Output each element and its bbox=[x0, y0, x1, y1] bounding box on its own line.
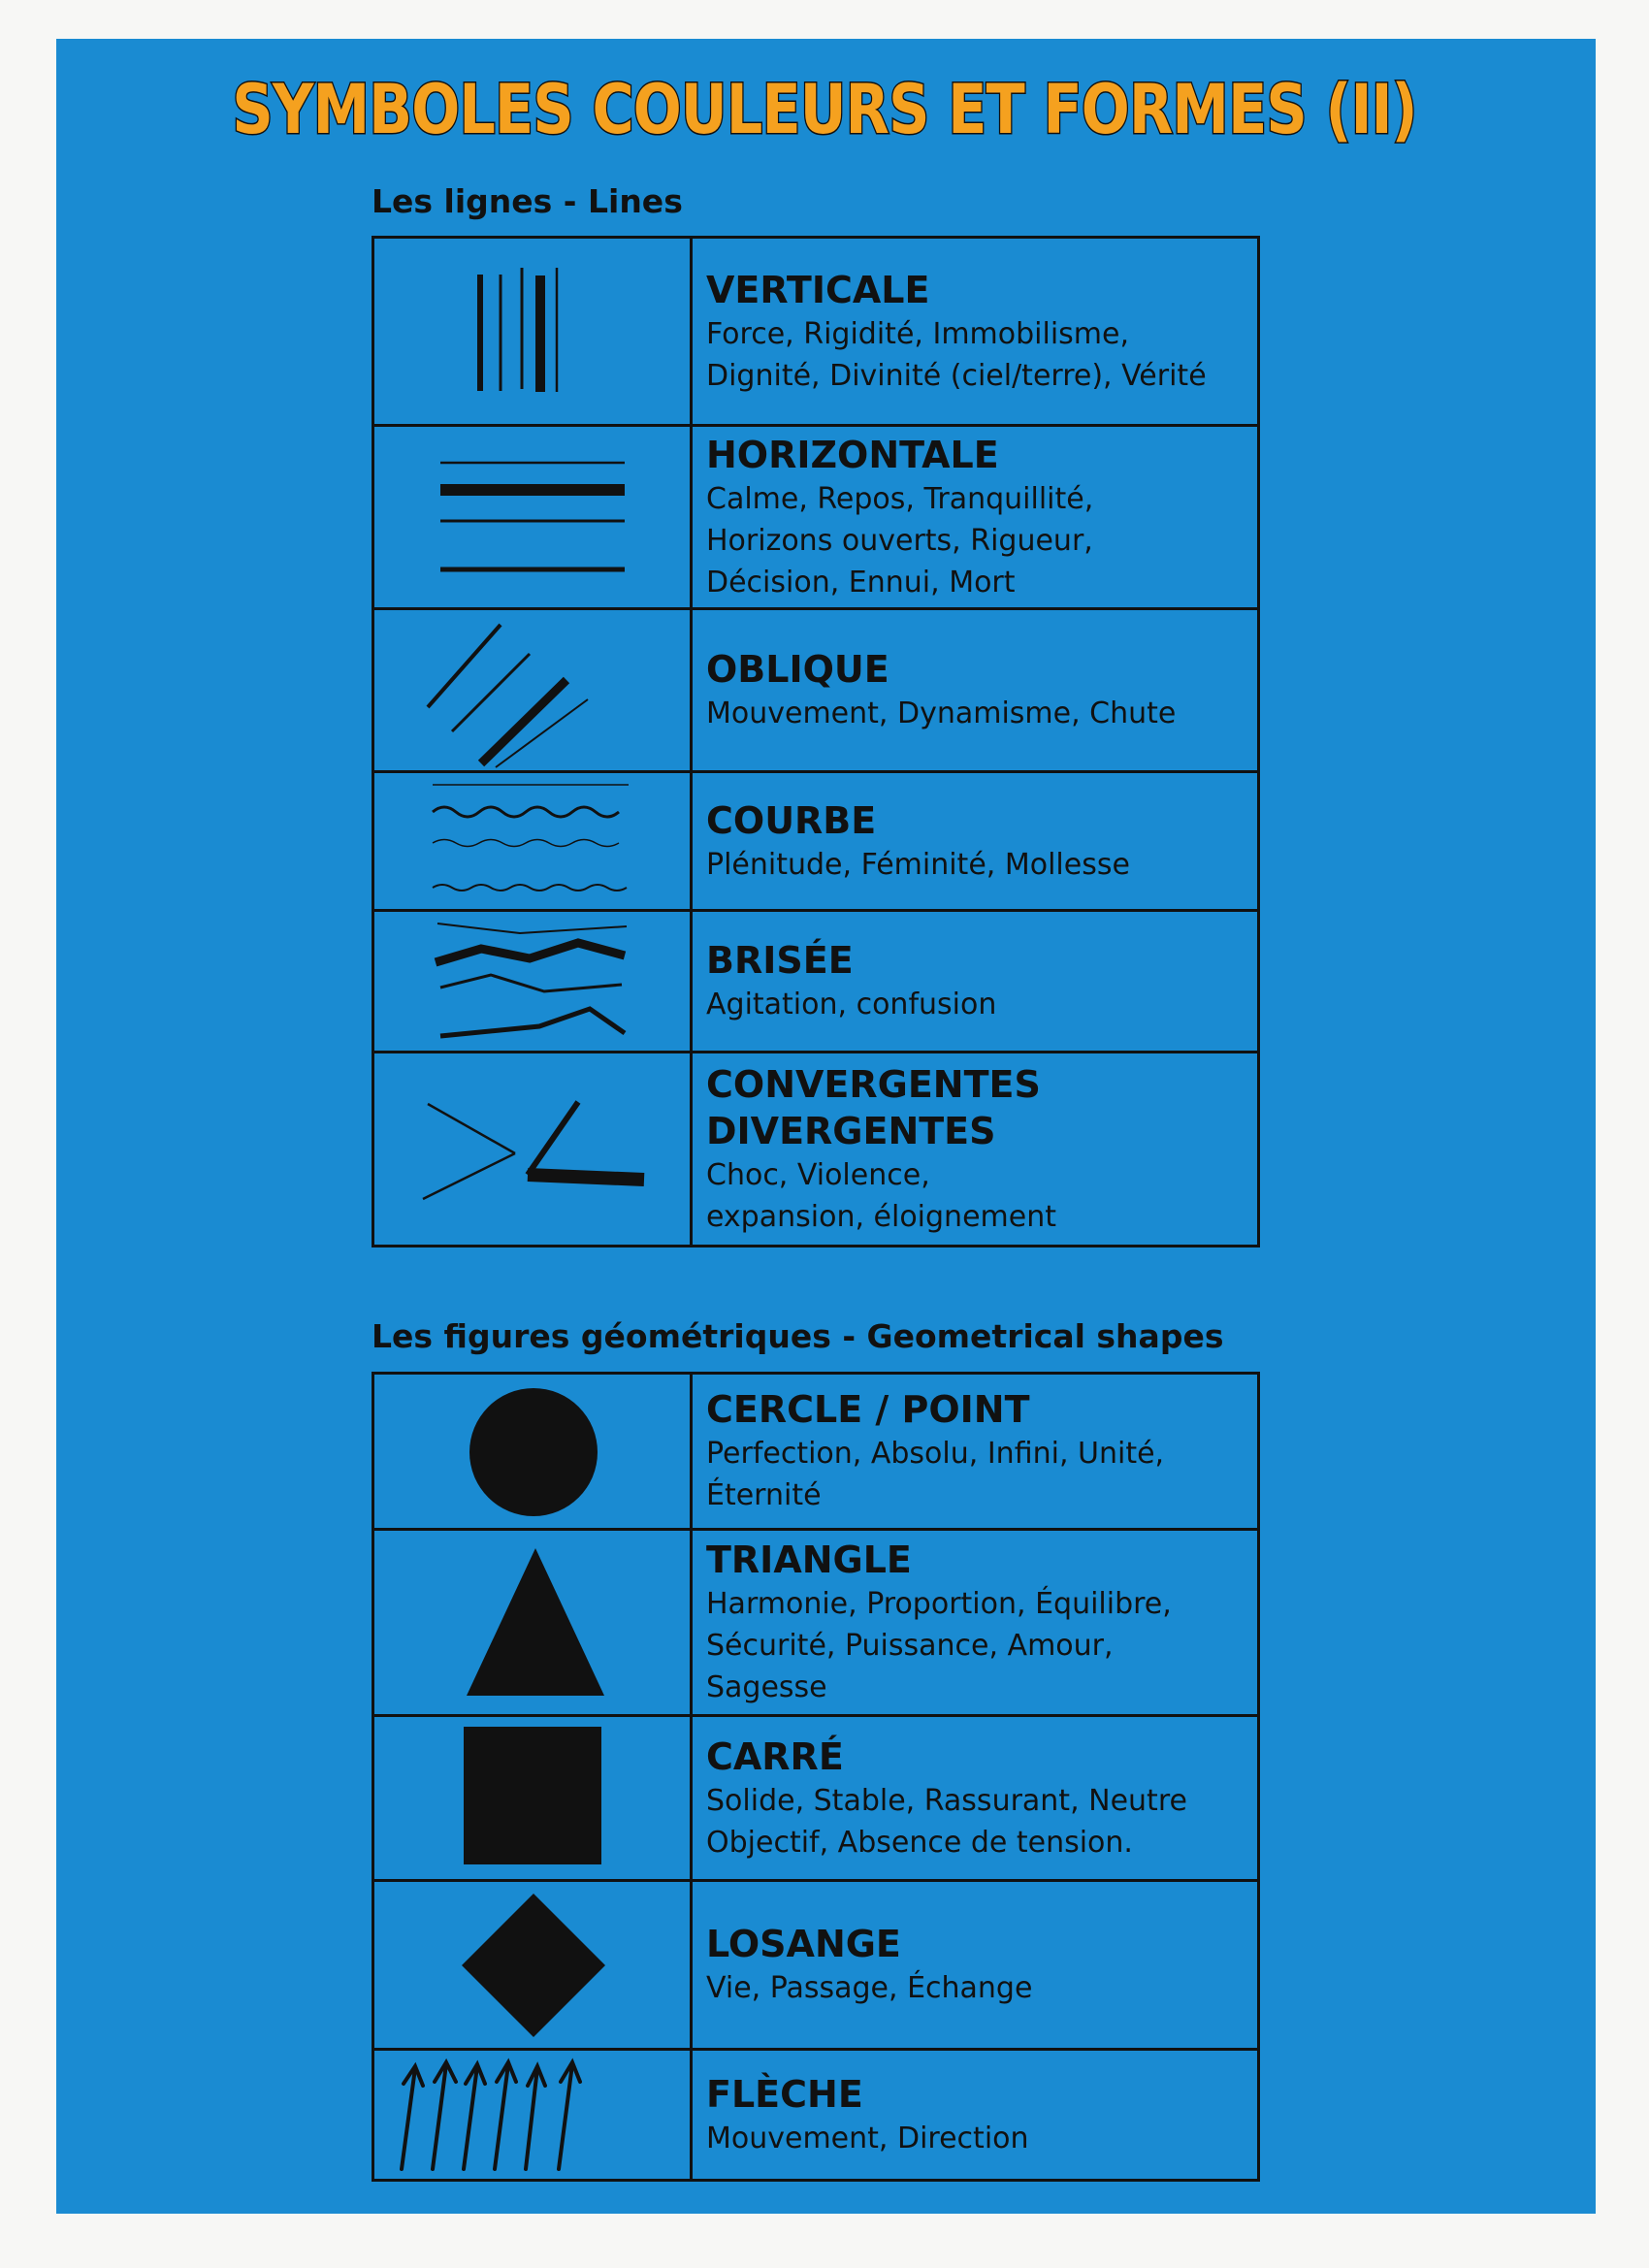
lines-row-oblique bbox=[374, 607, 1257, 770]
triangle-icon bbox=[374, 1531, 690, 1714]
row-description: Mouvement, Direction bbox=[706, 2121, 1029, 2155]
lines-table bbox=[372, 236, 1260, 1247]
row-title: CONVERGENTES DIVERGENTES bbox=[706, 1062, 1041, 1152]
row-description: Perfection, Absolu, Infini, Unité, Éternité bbox=[706, 1437, 1165, 1512]
row-title: LOSANGE bbox=[706, 1923, 901, 1965]
vertical-lines-icon bbox=[374, 239, 690, 424]
row-description: Calme, Repos, Tranquillité, Horizons ouverts, Rigueur, Décision, Ennui, Mort bbox=[706, 481, 1094, 599]
lines-row-brisee bbox=[374, 909, 1257, 1051]
row-description: Agitation, confusion bbox=[706, 988, 997, 1021]
row-title: BRISÉE bbox=[706, 939, 854, 982]
oblique-lines-icon bbox=[374, 610, 690, 770]
lines-row-courbe bbox=[374, 770, 1257, 909]
shapes-table bbox=[372, 1372, 1260, 2182]
shapes-section-heading: Les figures géométriques - Geometrical shapes bbox=[372, 1317, 1224, 1355]
square-icon bbox=[374, 1717, 690, 1879]
diamond-icon bbox=[374, 1882, 690, 2048]
row-description: Plénitude, Féminité, Mollesse bbox=[706, 847, 1130, 882]
arrows-icon bbox=[374, 2051, 690, 2179]
row-description: Force, Rigidité, Immobilisme, Dignité, Divinité (ciel/terre), Vérité bbox=[706, 316, 1207, 393]
lines-section-heading: Les lignes - Lines bbox=[372, 182, 683, 220]
shapes-row-fleche bbox=[374, 2048, 1257, 2179]
row-description: Solide, Stable, Rassurant, Neutre Objectif, Absence de tension. bbox=[706, 1783, 1187, 1860]
row-title: CARRÉ bbox=[706, 1734, 844, 1778]
row-description: Mouvement, Dynamisme, Chute bbox=[706, 697, 1177, 730]
shapes-row-losange bbox=[374, 1879, 1257, 2048]
lines-row-convergentes bbox=[374, 1051, 1257, 1245]
shapes-row-carre bbox=[374, 1714, 1257, 1879]
row-title: CERCLE / POINT bbox=[706, 1388, 1030, 1431]
page-title: SYMBOLES COULEURS ET FORMES (II) bbox=[232, 70, 1417, 149]
lines-row-horizontale bbox=[374, 424, 1257, 607]
row-title: VERTICALE bbox=[706, 268, 930, 311]
row-title: COURBE bbox=[706, 798, 877, 842]
curved-lines-icon bbox=[374, 773, 690, 909]
row-title: FLÈCHE bbox=[706, 2072, 863, 2116]
row-title: HORIZONTALE bbox=[706, 433, 999, 476]
row-title: TRIANGLE bbox=[706, 1539, 912, 1581]
circle-icon bbox=[374, 1375, 690, 1528]
row-description: Harmonie, Proportion, Équilibre, Sécurité, Puissance, Amour, Sagesse bbox=[706, 1587, 1172, 1704]
shapes-row-cercle bbox=[374, 1375, 1257, 1528]
converging-diverging-lines-icon bbox=[374, 1053, 690, 1245]
row-description: Vie, Passage, Échange bbox=[706, 1971, 1033, 2005]
row-description: Choc, Violence, expansion, éloignement bbox=[706, 1157, 1056, 1234]
row-title: OBLIQUE bbox=[706, 648, 889, 691]
broken-lines-icon bbox=[374, 912, 690, 1051]
shapes-row-triangle bbox=[374, 1528, 1257, 1714]
horizontal-lines-icon bbox=[374, 427, 690, 607]
lines-row-verticale bbox=[374, 239, 1257, 424]
